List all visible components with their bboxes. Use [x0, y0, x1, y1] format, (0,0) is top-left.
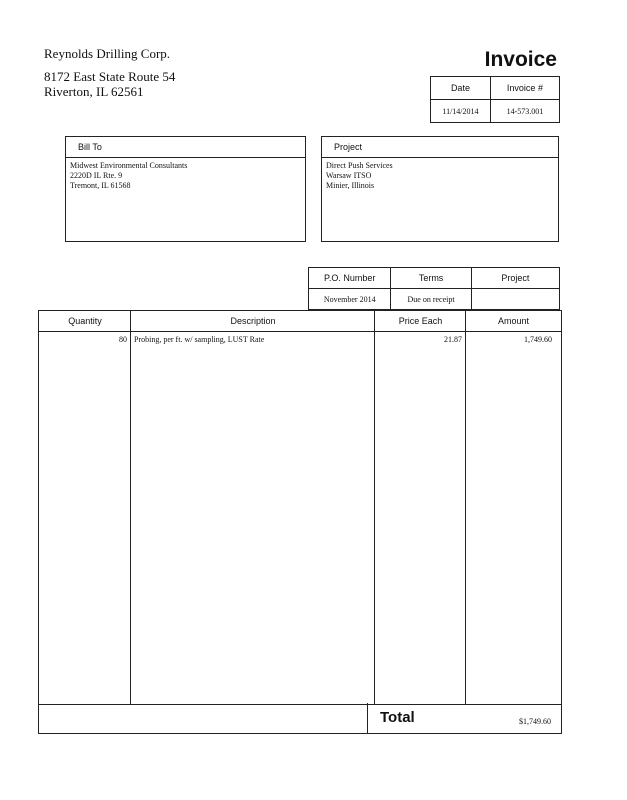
item-quantity: 80 [119, 335, 127, 344]
price-each-column [374, 311, 466, 704]
document-title: Invoice [484, 48, 557, 71]
totals-divider [367, 703, 368, 733]
item-price-each: 21.87 [444, 335, 462, 344]
terms-label: Terms [391, 268, 471, 289]
bill-to-box [65, 136, 306, 242]
total-value: $1,749.60 [519, 717, 551, 726]
totals-row [38, 703, 562, 734]
date-label: Date [431, 77, 491, 100]
project-line: Minier, Illinois [326, 181, 375, 190]
project-box-details [322, 158, 558, 194]
order-project-label: Project [471, 268, 559, 289]
terms-value: Due on receipt [391, 289, 471, 310]
invoice-number-label: Invoice # [490, 77, 559, 100]
project-box [321, 136, 559, 242]
amount-header: Amount [497, 316, 530, 326]
total-label: Total [380, 709, 415, 726]
bill-to-line: Tremont, IL 61568 [70, 181, 131, 190]
order-project-value [471, 289, 559, 310]
date-value: 11/14/2014 [431, 100, 491, 123]
quantity-column [39, 311, 131, 704]
project-line: Direct Push Services [326, 161, 393, 170]
address-line-1: 8172 East State Route 54 [44, 69, 176, 84]
bill-to-line: 2220D IL Rte. 9 [70, 171, 123, 180]
price-each-header: Price Each [398, 316, 443, 326]
invoice-meta-table [430, 76, 560, 123]
company-address [44, 69, 175, 99]
bill-to-line: Midwest Environmental Consultants [70, 161, 188, 170]
project-box-label: Project [322, 137, 558, 158]
invoice-number-value: 14-573.001 [490, 100, 559, 123]
company-name [44, 46, 170, 62]
bill-to-label: Bill To [66, 137, 305, 158]
bill-to-address [66, 158, 305, 194]
item-amount: 1,749.60 [524, 335, 552, 344]
description-header: Description [230, 316, 276, 326]
description-column [130, 311, 375, 704]
address-line-2: Riverton, IL 62561 [44, 84, 144, 99]
po-number-label: P.O. Number [309, 268, 391, 289]
order-info-table [308, 267, 560, 310]
quantity-header: Quantity [68, 316, 102, 326]
po-number-value: November 2014 [309, 289, 391, 310]
project-line: Warsaw ITSO [326, 171, 372, 180]
company-name-text: Reynolds Drilling Corp. [44, 46, 171, 61]
item-description: Probing, per ft. w/ sampling, LUST Rate [134, 335, 265, 344]
line-items-table [38, 310, 562, 705]
